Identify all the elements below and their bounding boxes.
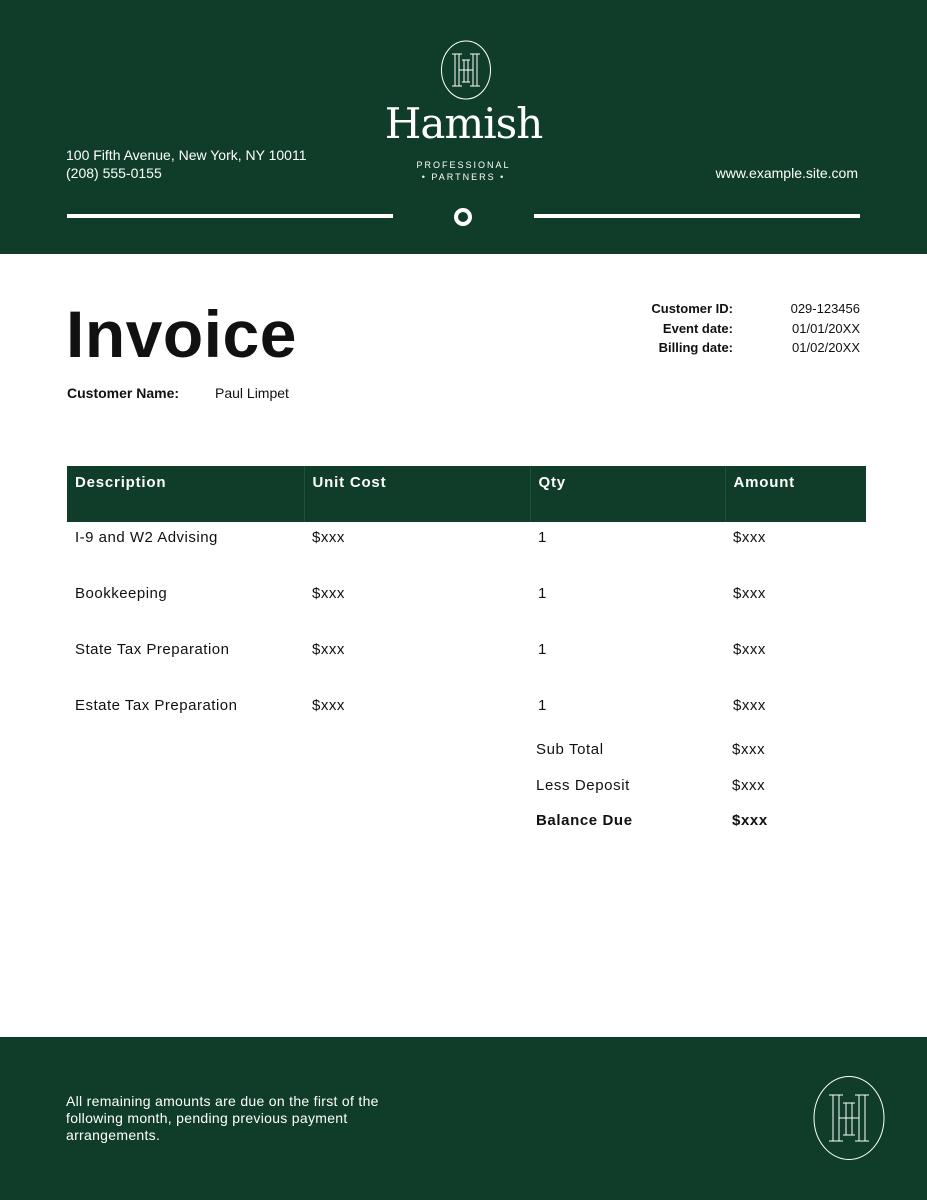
- invoice-meta-labels: [651, 299, 733, 358]
- monogram-footer-icon: [812, 1075, 886, 1161]
- cell-qty: 1: [538, 529, 547, 546]
- invoice-title: Invoice: [66, 297, 297, 371]
- cell-qty: 1: [538, 641, 547, 658]
- customer-id-label: Customer ID:: [651, 301, 733, 316]
- cell-amount: $xxx: [733, 641, 766, 658]
- column-header-qty: Qty: [530, 466, 725, 522]
- table-row: [67, 522, 866, 578]
- phone-number: (208) 555-0155: [66, 165, 162, 181]
- cell-unit-cost: $xxx: [312, 585, 345, 602]
- divider-ring-icon: [454, 208, 472, 226]
- cell-description: State Tax Preparation: [75, 641, 230, 658]
- invoice-meta-values: [791, 299, 860, 358]
- website-link[interactable]: www.example.site.com: [715, 165, 858, 181]
- header-band: [0, 0, 927, 254]
- table-row: [67, 634, 866, 690]
- customer-name-label: Customer Name:: [67, 385, 180, 401]
- address-line: 100 Fifth Avenue, New York, NY 10011: [66, 147, 307, 163]
- customer-name-value: Paul Limpet: [215, 385, 289, 401]
- cell-description: Estate Tax Preparation: [75, 697, 238, 714]
- payment-terms-note: All remaining amounts are due on the first of the following month, pending previous payment arrangements.: [66, 1093, 379, 1143]
- brand-name: Hamish: [384, 99, 543, 148]
- cell-amount: $xxx: [733, 585, 766, 602]
- cell-qty: 1: [538, 697, 547, 714]
- subtotal-label: Sub Total: [536, 741, 604, 758]
- cell-unit-cost: $xxx: [312, 641, 345, 658]
- event-date-label: Event date:: [662, 320, 733, 336]
- table-row: [67, 578, 866, 634]
- balance-due-value: $xxx: [732, 812, 768, 829]
- cell-qty: 1: [538, 585, 547, 602]
- billing-date-label: Billing date:: [658, 340, 733, 355]
- brand-tagline-line2: • PARTNERS •: [421, 172, 506, 182]
- cell-unit-cost: $xxx: [312, 529, 345, 546]
- balance-due-label: Balance Due: [536, 812, 633, 829]
- deposit-value: $xxx: [732, 776, 766, 794]
- footer-band: [0, 1037, 927, 1200]
- table-row: [67, 690, 866, 746]
- monogram-logo-icon: [440, 40, 492, 100]
- event-date-value: 01/01/20XX: [792, 320, 860, 336]
- customer-id-value: 029-123456: [790, 301, 860, 316]
- cell-amount: $xxx: [733, 529, 766, 546]
- column-header-unit-cost: Unit Cost: [304, 466, 530, 522]
- table-header-row: [67, 466, 866, 522]
- column-header-description: Description: [67, 466, 304, 522]
- cell-description: I-9 and W2 Advising: [75, 529, 218, 546]
- cell-amount: $xxx: [733, 697, 766, 714]
- deposit-label: Less Deposit: [536, 776, 630, 794]
- billing-date-value: 01/02/20XX: [792, 340, 860, 355]
- subtotal-value: $xxx: [732, 741, 766, 758]
- column-header-amount: Amount: [725, 466, 866, 522]
- header-divider-left: [67, 214, 393, 218]
- brand-tagline-line1: PROFESSIONAL: [416, 160, 511, 170]
- cell-description: Bookkeeping: [75, 585, 168, 602]
- cell-unit-cost: $xxx: [312, 697, 345, 714]
- line-items-table: [67, 466, 866, 746]
- header-divider-right: [534, 214, 860, 218]
